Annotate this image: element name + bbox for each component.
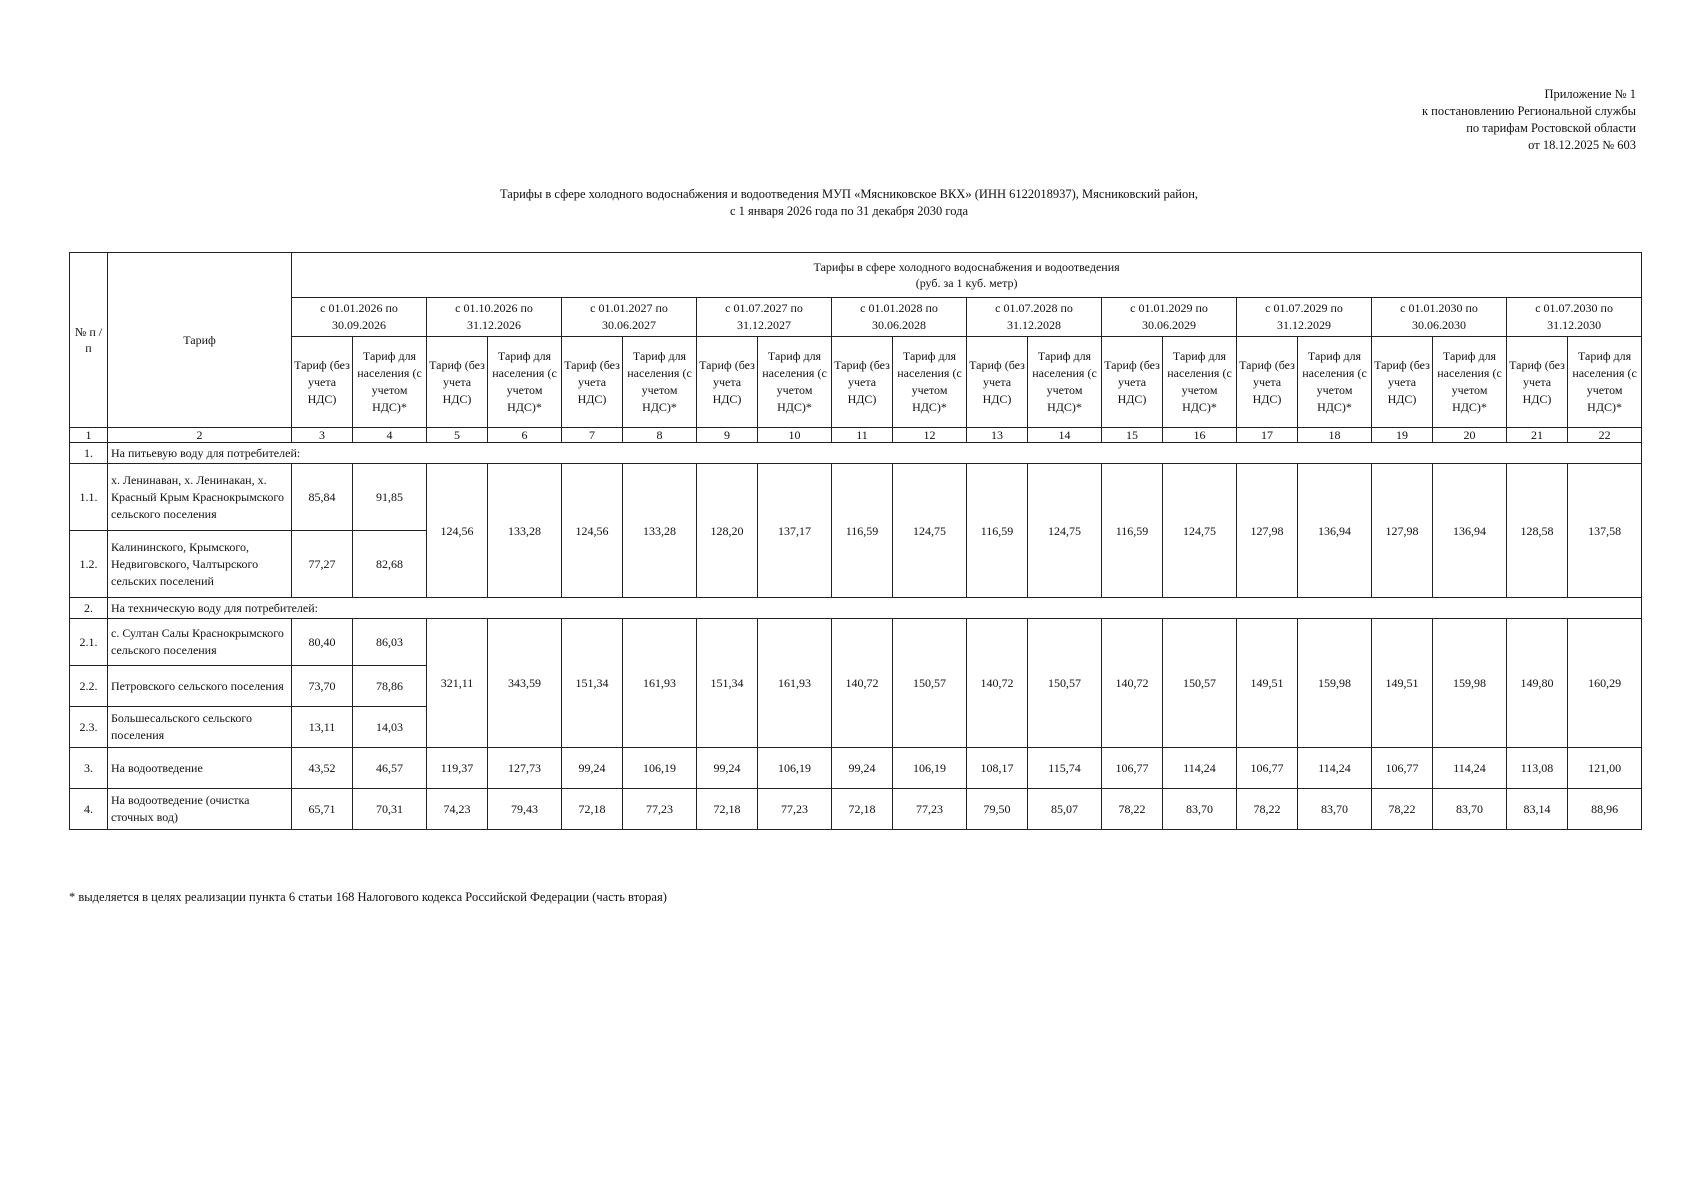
tariff-value: 13,11 — [292, 707, 353, 748]
tariff-value-merged: 161,93 — [623, 619, 697, 748]
tariff-value: 83,70 — [1433, 789, 1507, 830]
subheader-no-vat: Тариф (без учета НДС) — [832, 337, 893, 428]
subheader-no-vat: Тариф (без учета НДС) — [967, 337, 1028, 428]
tariff-value: 78,86 — [353, 666, 427, 707]
tariff-value: 79,43 — [488, 789, 562, 830]
tariff-value: 85,07 — [1028, 789, 1102, 830]
section-number: 1. — [70, 443, 108, 464]
column-number: 14 — [1028, 428, 1102, 443]
document-title — [0, 186, 1698, 220]
subheader-population: Тариф для населения (с учетом НДС)* — [1568, 337, 1642, 428]
period-row — [70, 298, 1642, 337]
tariff-value: 77,23 — [623, 789, 697, 830]
section-row — [70, 598, 1642, 619]
subheader-no-vat: Тариф (без учета НДС) — [697, 337, 758, 428]
period-header: с 01.01.2029 по 30.06.2029 — [1102, 298, 1237, 337]
tariff-value-merged: 159,98 — [1298, 619, 1372, 748]
tariff-value: 83,70 — [1163, 789, 1237, 830]
tariff-value-merged: 116,59 — [1102, 464, 1163, 598]
tariff-value-merged: 136,94 — [1298, 464, 1372, 598]
row-name: Петровского сельского поселения — [108, 666, 292, 707]
row-name: Калининского, Крымского, Недвиговского, Чалтырского сельских поселений — [108, 531, 292, 598]
tariff-value-merged: 149,51 — [1237, 619, 1298, 748]
row-name: с. Султан Салы Краснокрымского сельского поселения — [108, 619, 292, 666]
tariff-value: 106,77 — [1372, 748, 1433, 789]
row-number: 2.3. — [70, 707, 108, 748]
tariff-value-merged: 149,51 — [1372, 619, 1433, 748]
column-number: 5 — [427, 428, 488, 443]
subheader-no-vat: Тариф (без учета НДС) — [292, 337, 353, 428]
header-group — [292, 253, 1642, 298]
column-number: 9 — [697, 428, 758, 443]
appendix-header — [1422, 86, 1636, 154]
column-number: 12 — [893, 428, 967, 443]
tariff-value-merged: 128,58 — [1507, 464, 1568, 598]
appendix-line-2: к постановлению Региональной службы — [1421, 104, 1636, 118]
column-number: 4 — [353, 428, 427, 443]
row-name: х. Ленинаван, х. Ленинакан, х. Красный Крым Краснокрымского сельского поселения — [108, 464, 292, 531]
tariff-value-merged: 127,98 — [1237, 464, 1298, 598]
row-name: Большесальского сельского поселения — [108, 707, 292, 748]
column-number: 10 — [758, 428, 832, 443]
tariff-value-merged: 124,75 — [1028, 464, 1102, 598]
subheader-no-vat: Тариф (без учета НДС) — [562, 337, 623, 428]
tariff-value-merged: 133,28 — [488, 464, 562, 598]
subheader-population: Тариф для населения (с учетом НДС)* — [893, 337, 967, 428]
tariff-value-merged: 150,57 — [893, 619, 967, 748]
tariff-value: 106,77 — [1102, 748, 1163, 789]
tariff-value-merged: 140,72 — [1102, 619, 1163, 748]
tariff-value: 106,19 — [893, 748, 967, 789]
tariff-value-merged: 160,29 — [1568, 619, 1642, 748]
period-header: с 01.10.2026 по 31.12.2026 — [427, 298, 562, 337]
subheader-no-vat: Тариф (без учета НДС) — [427, 337, 488, 428]
subheader-row — [70, 337, 1642, 428]
section-row — [70, 443, 1642, 464]
column-number: 7 — [562, 428, 623, 443]
tariff-value: 78,22 — [1372, 789, 1433, 830]
row-name: На водоотведение (очистка сточных вод) — [108, 789, 292, 830]
tariff-value: 83,70 — [1298, 789, 1372, 830]
tariff-value: 46,57 — [353, 748, 427, 789]
header-number: № п /п — [70, 253, 108, 428]
period-header: с 01.01.2028 по 30.06.2028 — [832, 298, 967, 337]
tariff-value-merged: 116,59 — [967, 464, 1028, 598]
tariff-value: 85,84 — [292, 464, 353, 531]
tariff-value-merged: 127,98 — [1372, 464, 1433, 598]
period-header: с 01.07.2030 по 31.12.2030 — [1507, 298, 1642, 337]
subheader-no-vat: Тариф (без учета НДС) — [1237, 337, 1298, 428]
column-number: 11 — [832, 428, 893, 443]
tariff-value-merged: 140,72 — [967, 619, 1028, 748]
subheader-no-vat: Тариф (без учета НДС) — [1102, 337, 1163, 428]
tariff-value: 80,40 — [292, 619, 353, 666]
tariff-value: 78,22 — [1237, 789, 1298, 830]
section-number: 2. — [70, 598, 108, 619]
tariff-value: 72,18 — [562, 789, 623, 830]
column-number: 1 — [70, 428, 108, 443]
tariff-value: 74,23 — [427, 789, 488, 830]
tariff-value-merged: 161,93 — [758, 619, 832, 748]
tariff-value: 99,24 — [832, 748, 893, 789]
column-number: 6 — [488, 428, 562, 443]
tariff-value-merged: 124,75 — [893, 464, 967, 598]
table-row — [70, 464, 1642, 531]
subheader-population: Тариф для населения (с учетом НДС)* — [758, 337, 832, 428]
column-number: 13 — [967, 428, 1028, 443]
row-number: 4. — [70, 789, 108, 830]
row-number: 1.2. — [70, 531, 108, 598]
tariff-value: 91,85 — [353, 464, 427, 531]
tariff-value: 127,73 — [488, 748, 562, 789]
tariff-value-merged: 137,58 — [1568, 464, 1642, 598]
period-header: с 01.01.2026 по 30.09.2026 — [292, 298, 427, 337]
header-group-line-1: Тарифы в сфере холодного водоснабжения и водоотведения — [813, 260, 1120, 274]
column-number: 21 — [1507, 428, 1568, 443]
tariff-value-merged: 150,57 — [1163, 619, 1237, 748]
tariff-value: 108,17 — [967, 748, 1028, 789]
tariff-value: 73,70 — [292, 666, 353, 707]
tariff-value: 82,68 — [353, 531, 427, 598]
column-number: 3 — [292, 428, 353, 443]
row-number: 3. — [70, 748, 108, 789]
tariff-value: 114,24 — [1298, 748, 1372, 789]
tariff-value-merged: 149,80 — [1507, 619, 1568, 748]
subheader-population: Тариф для населения (с учетом НДС)* — [1298, 337, 1372, 428]
tariff-value: 77,27 — [292, 531, 353, 598]
tariff-value: 77,23 — [758, 789, 832, 830]
table-row — [70, 748, 1642, 789]
tariff-value: 121,00 — [1568, 748, 1642, 789]
column-number-row — [70, 428, 1642, 443]
tariff-value: 99,24 — [562, 748, 623, 789]
tariff-value-merged: 151,34 — [697, 619, 758, 748]
tariff-value: 106,19 — [623, 748, 697, 789]
header-tariff: Тариф — [108, 253, 292, 428]
tariff-value: 72,18 — [697, 789, 758, 830]
tariff-value: 113,08 — [1507, 748, 1568, 789]
footnote: * выделяется в целях реализации пункта 6 статьи 168 Налогового кодекса Российской Федерации (часть вторая) — [69, 890, 667, 904]
column-number: 16 — [1163, 428, 1237, 443]
row-number: 2.2. — [70, 666, 108, 707]
tariff-value-merged: 321,11 — [427, 619, 488, 748]
subheader-no-vat: Тариф (без учета НДС) — [1507, 337, 1568, 428]
tariff-value: 70,31 — [353, 789, 427, 830]
tariff-value-merged: 343,59 — [488, 619, 562, 748]
subheader-population: Тариф для населения (с учетом НДС)* — [353, 337, 427, 428]
section-label: На техническую воду для потребителей: — [108, 598, 1642, 619]
tariff-value: 78,22 — [1102, 789, 1163, 830]
period-header: с 01.01.2030 по 30.06.2030 — [1372, 298, 1507, 337]
row-number: 2.1. — [70, 619, 108, 666]
tariff-value: 14,03 — [353, 707, 427, 748]
row-number: 1.1. — [70, 464, 108, 531]
tariff-value: 83,14 — [1507, 789, 1568, 830]
subheader-population: Тариф для населения (с учетом НДС)* — [1028, 337, 1102, 428]
tariff-value-merged: 140,72 — [832, 619, 893, 748]
tariff-value: 79,50 — [967, 789, 1028, 830]
tariff-value-merged: 133,28 — [623, 464, 697, 598]
tariff-value: 114,24 — [1163, 748, 1237, 789]
subheader-population: Тариф для населения (с учетом НДС)* — [623, 337, 697, 428]
header-group-line-2: (руб. за 1 куб. метр) — [915, 276, 1018, 290]
tariff-value-merged: 128,20 — [697, 464, 758, 598]
tariff-value: 43,52 — [292, 748, 353, 789]
subheader-population: Тариф для населения (с учетом НДС)* — [1433, 337, 1507, 428]
tariff-value: 119,37 — [427, 748, 488, 789]
appendix-line-4: от 18.12.2025 № 603 — [1528, 138, 1636, 152]
subheader-population: Тариф для населения (с учетом НДС)* — [1163, 337, 1237, 428]
tariff-value: 115,74 — [1028, 748, 1102, 789]
tariff-value: 88,96 — [1568, 789, 1642, 830]
tariff-value: 65,71 — [292, 789, 353, 830]
tariff-value: 114,24 — [1433, 748, 1507, 789]
column-number: 22 — [1568, 428, 1642, 443]
tariff-value: 86,03 — [353, 619, 427, 666]
tariff-value-merged: 124,56 — [427, 464, 488, 598]
column-number: 19 — [1372, 428, 1433, 443]
period-header: с 01.01.2027 по 30.06.2027 — [562, 298, 697, 337]
tariff-value: 106,19 — [758, 748, 832, 789]
header-row — [70, 253, 1642, 298]
tariff-value-merged: 116,59 — [832, 464, 893, 598]
appendix-line-1: Приложение № 1 — [1544, 87, 1636, 101]
tariff-value: 77,23 — [893, 789, 967, 830]
tariff-value: 106,77 — [1237, 748, 1298, 789]
tariff-value-merged: 124,56 — [562, 464, 623, 598]
table-row — [70, 789, 1642, 830]
column-number: 18 — [1298, 428, 1372, 443]
tariff-value-merged: 150,57 — [1028, 619, 1102, 748]
subheader-population: Тариф для населения (с учетом НДС)* — [488, 337, 562, 428]
period-header: с 01.07.2027 по 31.12.2027 — [697, 298, 832, 337]
period-header: с 01.07.2029 по 31.12.2029 — [1237, 298, 1372, 337]
row-name: На водоотведение — [108, 748, 292, 789]
tariff-table — [69, 252, 1642, 830]
tariff-value-merged: 137,17 — [758, 464, 832, 598]
tariff-value-merged: 124,75 — [1163, 464, 1237, 598]
title-line-2: с 1 января 2026 года по 31 декабря 2030 года — [729, 204, 968, 218]
tariff-value-merged: 151,34 — [562, 619, 623, 748]
title-line-1: Тарифы в сфере холодного водоснабжения и водоотведения МУП «Мясниковское ВКХ» (ИНН 6122018937), Мясниковский район, — [499, 187, 1199, 201]
column-number: 17 — [1237, 428, 1298, 443]
column-number: 20 — [1433, 428, 1507, 443]
column-number: 2 — [108, 428, 292, 443]
tariff-value: 99,24 — [697, 748, 758, 789]
table-row — [70, 619, 1642, 666]
column-number: 15 — [1102, 428, 1163, 443]
tariff-value-merged: 159,98 — [1433, 619, 1507, 748]
section-label: На питьевую воду для потребителей: — [108, 443, 1642, 464]
period-header: с 01.07.2028 по 31.12.2028 — [967, 298, 1102, 337]
tariff-value-merged: 136,94 — [1433, 464, 1507, 598]
column-number: 8 — [623, 428, 697, 443]
tariff-value: 72,18 — [832, 789, 893, 830]
appendix-line-3: по тарифам Ростовской области — [1466, 121, 1636, 135]
subheader-no-vat: Тариф (без учета НДС) — [1372, 337, 1433, 428]
